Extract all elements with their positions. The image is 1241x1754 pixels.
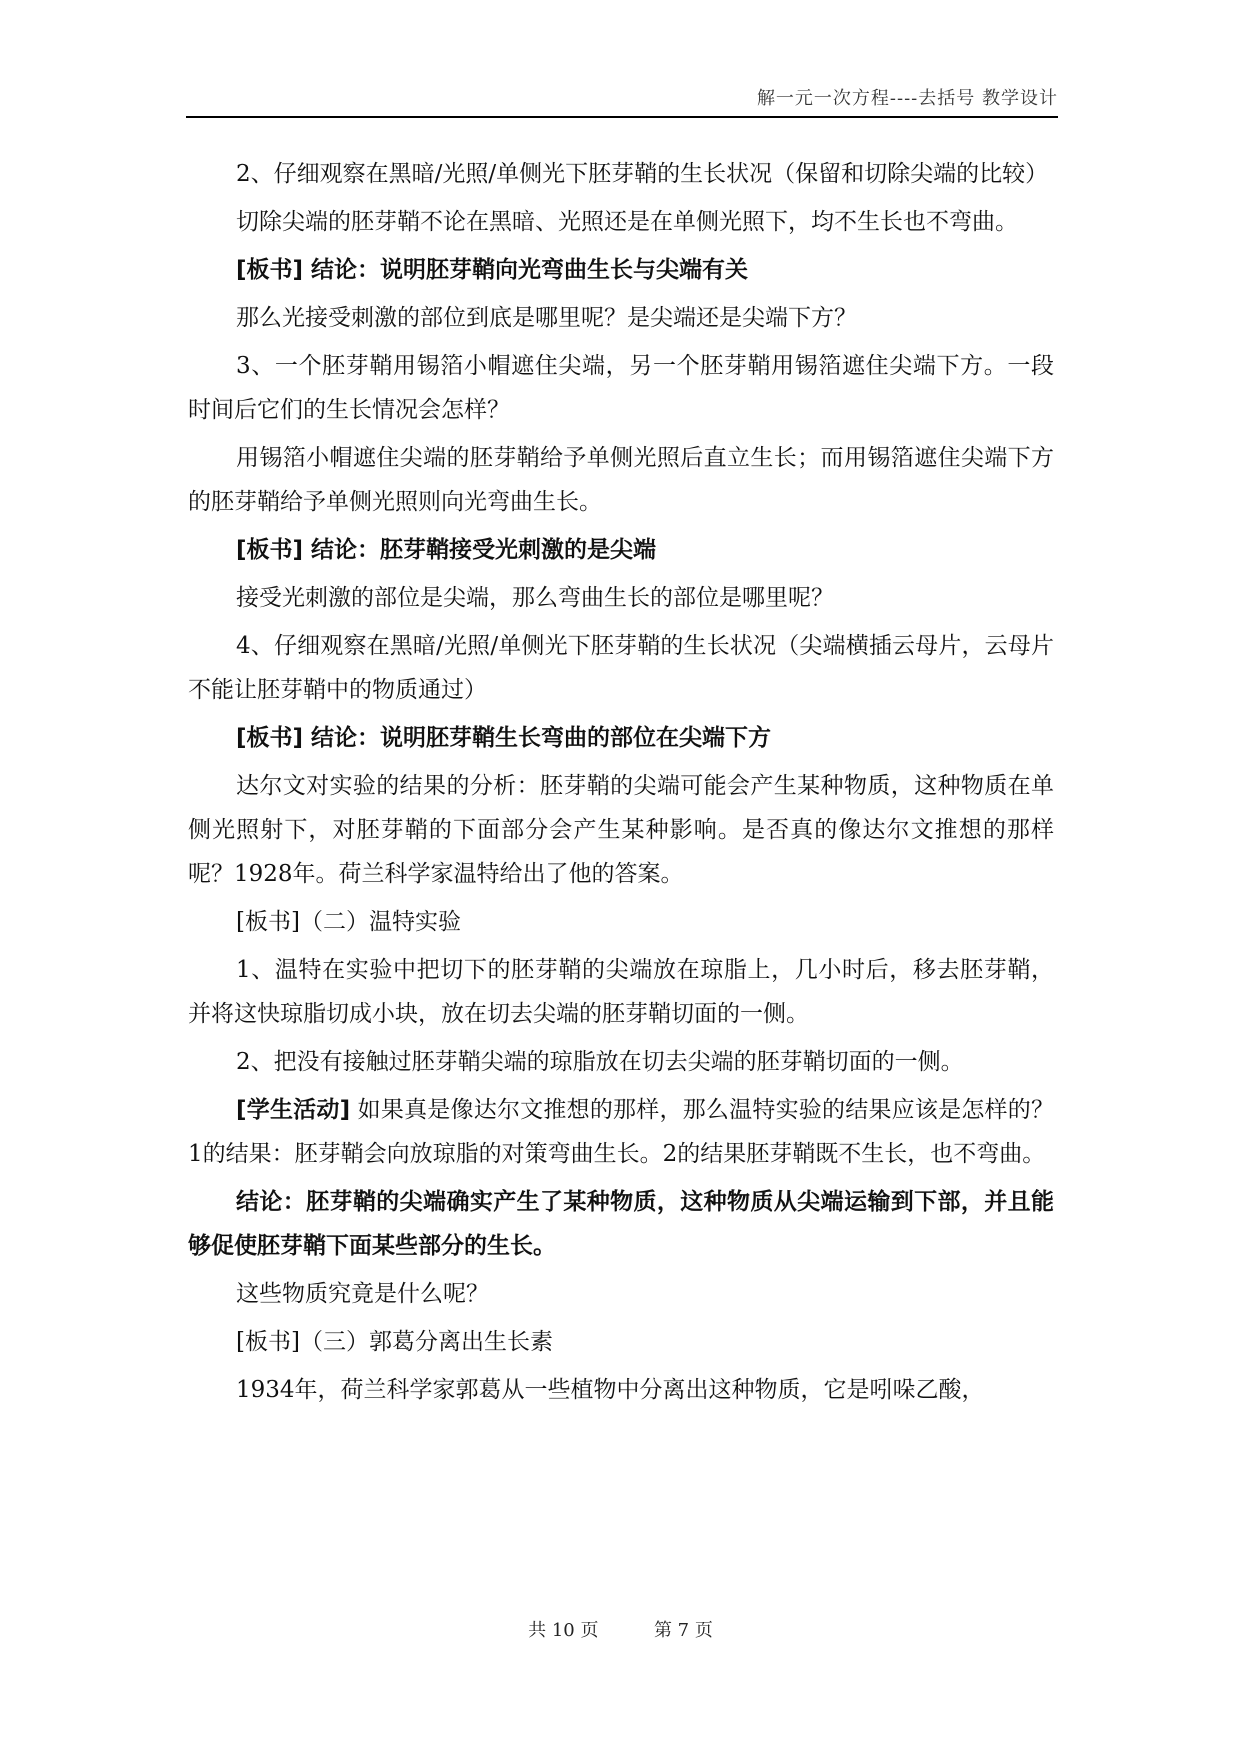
page-footer — [0, 1616, 1241, 1642]
student-activity-text: 如果真是像达尔文推想的那样，那么温特实验的结果应该是怎样的？1的结果：胚芽鞘会向放琼脂的对策弯曲生长。2的结果胚芽鞘既不生长，也不弯曲。 — [188, 1097, 1054, 1167]
paragraph-step4: 4、仔细观察在黑暗/光照/单侧光下胚芽鞘的生长状况（尖端横插云母片，云母片不能让胚芽鞘中的物质通过） — [188, 633, 1054, 703]
paragraph-conclusion: 结论：胚芽鞘的尖端确实产生了某种物质，这种物质从尖端运输到下部，并且能够促使胚芽鞘下面某些部分的生长。 — [188, 1189, 1054, 1259]
paragraph-went-step1: 1、温特在实验中把切下的胚芽鞘的尖端放在琼脂上，几小时后，移去胚芽鞘，并将这快琼脂切成小块，放在切去尖端的胚芽鞘切面的一侧。 — [188, 957, 1054, 1027]
header-title: 解一元一次方程----去括号 教学设计 — [756, 88, 1058, 109]
paragraph-step3: 3、一个胚芽鞘用锡箔小帽遮住尖端，另一个胚芽鞘用锡箔遮住尖端下方。一段时间后它们的生长情况会怎样？ — [188, 353, 1054, 423]
board-went-experiment: [板书]（二）温特实验 — [236, 909, 461, 935]
paragraph-darwin-analysis: 达尔文对实验的结果的分析：胚芽鞘的尖端可能会产生某种物质，这种物质在单侧光照射下，对胚芽鞘的下面部分会产生某种影响。是否真的像达尔文推想的那样呢？1928年。荷兰科学家温特给出了他的答案。 — [188, 773, 1054, 887]
board-conclusion-3: [板书] 结论：说明胚芽鞘生长弯曲的部位在尖端下方 — [236, 725, 772, 751]
paragraph-cut-tip-result: 切除尖端的胚芽鞘不论在黑暗、光照还是在单侧光照下，均不生长也不弯曲。 — [236, 209, 1018, 235]
paragraph-question-3: 这些物质究竟是什么呢？ — [236, 1281, 489, 1307]
paragraph-question-1: 那么光接受刺激的部位到底是哪里呢？是尖端还是尖端下方？ — [236, 305, 857, 331]
page-header — [186, 88, 1058, 118]
student-activity-label: [学生活动] — [236, 1097, 351, 1123]
footer-total-pages: 共 10 页 — [528, 1620, 599, 1641]
document-body — [188, 152, 1054, 1416]
paragraph-step2: 2、仔细观察在黑暗/光照/单侧光下胚芽鞘的生长状况（保留和切除尖端的比较） — [236, 161, 1049, 187]
board-conclusion-1: [板书] 结论：说明胚芽鞘向光弯曲生长与尖端有关 — [236, 257, 749, 283]
paragraph-foil-result: 用锡箔小帽遮住尖端的胚芽鞘给予单侧光照后直立生长；而用锡箔遮住尖端下方的胚芽鞘给予单侧光照则向光弯曲生长。 — [188, 445, 1054, 515]
paragraph-student-activity — [188, 1088, 1054, 1176]
board-kogl-isolation: [板书]（三）郭葛分离出生长素 — [236, 1329, 553, 1355]
board-conclusion-2: [板书] 结论：胚芽鞘接受光刺激的是尖端 — [236, 537, 657, 563]
footer-current-page: 第 7 页 — [653, 1620, 713, 1641]
paragraph-kogl-1934: 1934年，荷兰科学家郭葛从一些植物中分离出这种物质，它是吲哚乙酸， — [236, 1377, 985, 1403]
paragraph-question-2: 接受光刺激的部位是尖端，那么弯曲生长的部位是哪里呢？ — [236, 585, 834, 611]
paragraph-went-step2: 2、把没有接触过胚芽鞘尖端的琼脂放在切去尖端的胚芽鞘切面的一侧。 — [236, 1049, 964, 1075]
